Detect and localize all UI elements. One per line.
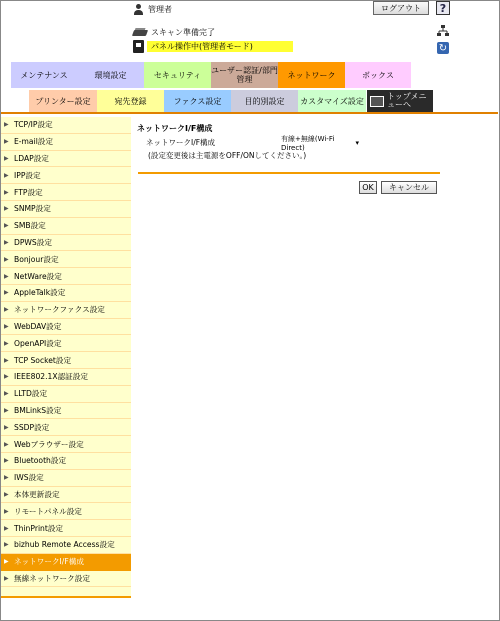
- content-divider: [138, 172, 440, 174]
- sidebar-item-label: ThinPrint設定: [14, 523, 64, 533]
- sidebar-item[interactable]: [1, 302, 131, 319]
- arrow-right-icon: ▶: [4, 490, 9, 498]
- sidebar-item-label: TCP Socket設定: [14, 355, 72, 365]
- arrow-right-icon: ▶: [4, 238, 9, 246]
- user-icon: [133, 4, 144, 15]
- tab-main-5[interactable]: ボックス: [345, 62, 411, 88]
- tab-divider: [1, 112, 498, 114]
- sidebar-item[interactable]: [1, 218, 131, 235]
- arrow-right-icon: ▶: [4, 255, 9, 263]
- sidebar-item-label: SSDP設定: [14, 422, 50, 432]
- sidebar-item[interactable]: [1, 419, 131, 436]
- arrow-right-icon: ▶: [4, 154, 9, 162]
- arrow-right-icon: ▶: [4, 524, 9, 532]
- tab-sub-2[interactable]: ファクス設定: [164, 90, 231, 112]
- cancel-button[interactable]: キャンセル: [381, 181, 437, 194]
- sidebar-item[interactable]: [1, 167, 131, 184]
- panel-icon: [133, 40, 144, 53]
- chevron-down-icon: ▾: [355, 138, 359, 147]
- sidebar-item-label: IWS設定: [14, 473, 44, 483]
- sidebar-item[interactable]: [1, 470, 131, 487]
- network-if-select-value: 有線+無線(Wi-Fi Direct): [281, 134, 335, 152]
- tab-main-0[interactable]: メンテナンス: [11, 62, 77, 88]
- sidebar-item[interactable]: [1, 184, 131, 201]
- tab-sub-1[interactable]: 宛先登録: [97, 90, 164, 112]
- main-tabs: [11, 62, 411, 88]
- sidebar-item-label: OpenAPI設定: [14, 338, 62, 348]
- sidebar-item[interactable]: [1, 436, 131, 453]
- sidebar-item[interactable]: [1, 520, 131, 537]
- sidebar-item-label: bizhub Remote Access設定: [14, 540, 115, 550]
- arrow-right-icon: ▶: [4, 138, 9, 146]
- sidebar-item-label: TCP/IP設定: [14, 120, 53, 130]
- sidebar-item-label: IEEE802.1X認証設定: [14, 372, 88, 382]
- top-menu-button[interactable]: [367, 90, 433, 112]
- arrow-right-icon: ▶: [4, 356, 9, 364]
- help-button[interactable]: ?: [436, 1, 450, 15]
- arrow-right-icon: ▶: [4, 339, 9, 347]
- arrow-right-icon: ▶: [4, 390, 9, 398]
- sidebar-item-label: BMLinkS設定: [14, 405, 62, 415]
- arrow-right-icon: ▶: [4, 440, 9, 448]
- sidebar-item[interactable]: [1, 117, 131, 134]
- sidebar: [1, 117, 131, 597]
- tab-main-3[interactable]: ユーザー認証/部門管理: [211, 62, 278, 88]
- network-icon: [437, 25, 449, 37]
- sidebar-item-label: SNMP設定: [14, 204, 51, 214]
- sidebar-item-label: E-mail設定: [14, 137, 53, 147]
- sidebar-item-label: DPWS設定: [14, 237, 52, 247]
- sidebar-item[interactable]: [1, 386, 131, 403]
- sidebar-item[interactable]: [1, 201, 131, 218]
- panel-status: [133, 40, 293, 53]
- sidebar-item[interactable]: [1, 352, 131, 369]
- sidebar-item-label: AppleTalk設定: [14, 288, 66, 298]
- sidebar-item-label: 無線ネットワーク設定: [14, 573, 90, 583]
- arrow-right-icon: ▶: [4, 373, 9, 381]
- arrow-right-icon: ▶: [4, 171, 9, 179]
- sidebar-item[interactable]: [1, 319, 131, 336]
- sidebar-item[interactable]: [1, 369, 131, 386]
- sidebar-item[interactable]: [1, 151, 131, 168]
- arrow-right-icon: ▶: [4, 188, 9, 196]
- sidebar-item-label: ネットワークファクス設定: [14, 305, 105, 315]
- sidebar-item-label: LLTD設定: [14, 389, 48, 399]
- arrow-right-icon: ▶: [4, 558, 9, 566]
- ok-button[interactable]: OK: [359, 181, 377, 194]
- scanner-status: [133, 26, 215, 38]
- sidebar-item[interactable]: [1, 503, 131, 520]
- arrow-right-icon: ▶: [4, 574, 9, 582]
- arrow-right-icon: ▶: [4, 322, 9, 330]
- arrow-right-icon: ▶: [4, 474, 9, 482]
- sidebar-item-label: LDAP設定: [14, 153, 49, 163]
- arrow-right-icon: ▶: [4, 205, 9, 213]
- tab-main-1[interactable]: 環境設定: [77, 62, 144, 88]
- panel-status-text: パネル操作中(管理者モード): [147, 41, 293, 52]
- network-if-label: ネットワークI/F構成: [146, 138, 216, 147]
- sidebar-item-label: Webブラウザー設定: [14, 439, 84, 449]
- sidebar-item[interactable]: [1, 453, 131, 470]
- arrow-right-icon: ▶: [4, 306, 9, 314]
- restart-note: (設定変更後は主電源をOFF/ONしてください。): [148, 151, 307, 160]
- sidebar-item[interactable]: [1, 571, 131, 588]
- tab-sub-0[interactable]: プリンター設定: [29, 90, 97, 112]
- arrow-right-icon: ▶: [4, 423, 9, 431]
- sidebar-item-label: Bluetooth設定: [14, 456, 67, 466]
- sidebar-item[interactable]: [1, 537, 131, 554]
- top-menu-label: トップメニューへ: [387, 92, 427, 109]
- tab-main-2[interactable]: セキュリティ: [144, 62, 211, 88]
- sidebar-item-label: WebDAV設定: [14, 321, 62, 331]
- sidebar-item-label: FTP設定: [14, 187, 43, 197]
- sidebar-bottom-rule: [1, 596, 131, 598]
- sidebar-item[interactable]: [1, 487, 131, 504]
- tab-sub-3[interactable]: 目的別設定: [231, 90, 298, 112]
- arrow-right-icon: ▶: [4, 222, 9, 230]
- logout-button[interactable]: ログアウト: [373, 1, 429, 15]
- scanner-status-text: スキャン準備完了: [151, 27, 215, 37]
- sidebar-item[interactable]: [1, 235, 131, 252]
- arrow-right-icon: ▶: [4, 121, 9, 129]
- sidebar-item[interactable]: [1, 251, 131, 268]
- sidebar-item[interactable]: [1, 268, 131, 285]
- sidebar-item[interactable]: [1, 554, 131, 571]
- network-if-select[interactable]: [280, 134, 360, 152]
- arrow-right-icon: ▶: [4, 541, 9, 549]
- arrow-right-icon: ▶: [4, 272, 9, 280]
- scanner-icon: [133, 28, 147, 37]
- sidebar-item-label: Bonjour設定: [14, 254, 59, 264]
- sub-tabs: [29, 90, 366, 112]
- arrow-right-icon: ▶: [4, 457, 9, 465]
- home-icon: [370, 96, 384, 107]
- sidebar-item-label: ネットワークI/F構成: [14, 557, 84, 567]
- sidebar-item-label: SMB設定: [14, 221, 46, 231]
- user-info: [133, 2, 172, 16]
- arrow-right-icon: ▶: [4, 507, 9, 515]
- user-name: 管理者: [148, 4, 172, 14]
- arrow-right-icon: ▶: [4, 289, 9, 297]
- sidebar-item[interactable]: [1, 134, 131, 151]
- sidebar-item-label: 本体更新設定: [14, 489, 60, 499]
- sidebar-item[interactable]: [1, 285, 131, 302]
- arrow-right-icon: ▶: [4, 406, 9, 414]
- refresh-icon[interactable]: ↻: [438, 42, 448, 54]
- sidebar-item[interactable]: [1, 335, 131, 352]
- tab-main-4[interactable]: ネットワーク: [278, 62, 345, 88]
- sidebar-item-label: リモートパネル設定: [14, 506, 82, 516]
- sidebar-item[interactable]: [1, 403, 131, 420]
- page-title: ネットワークI/F構成: [137, 124, 213, 133]
- tab-sub-4[interactable]: カスタマイズ設定: [298, 90, 366, 112]
- sidebar-item-label: NetWare設定: [14, 271, 62, 281]
- sidebar-item-label: IPP設定: [14, 170, 41, 180]
